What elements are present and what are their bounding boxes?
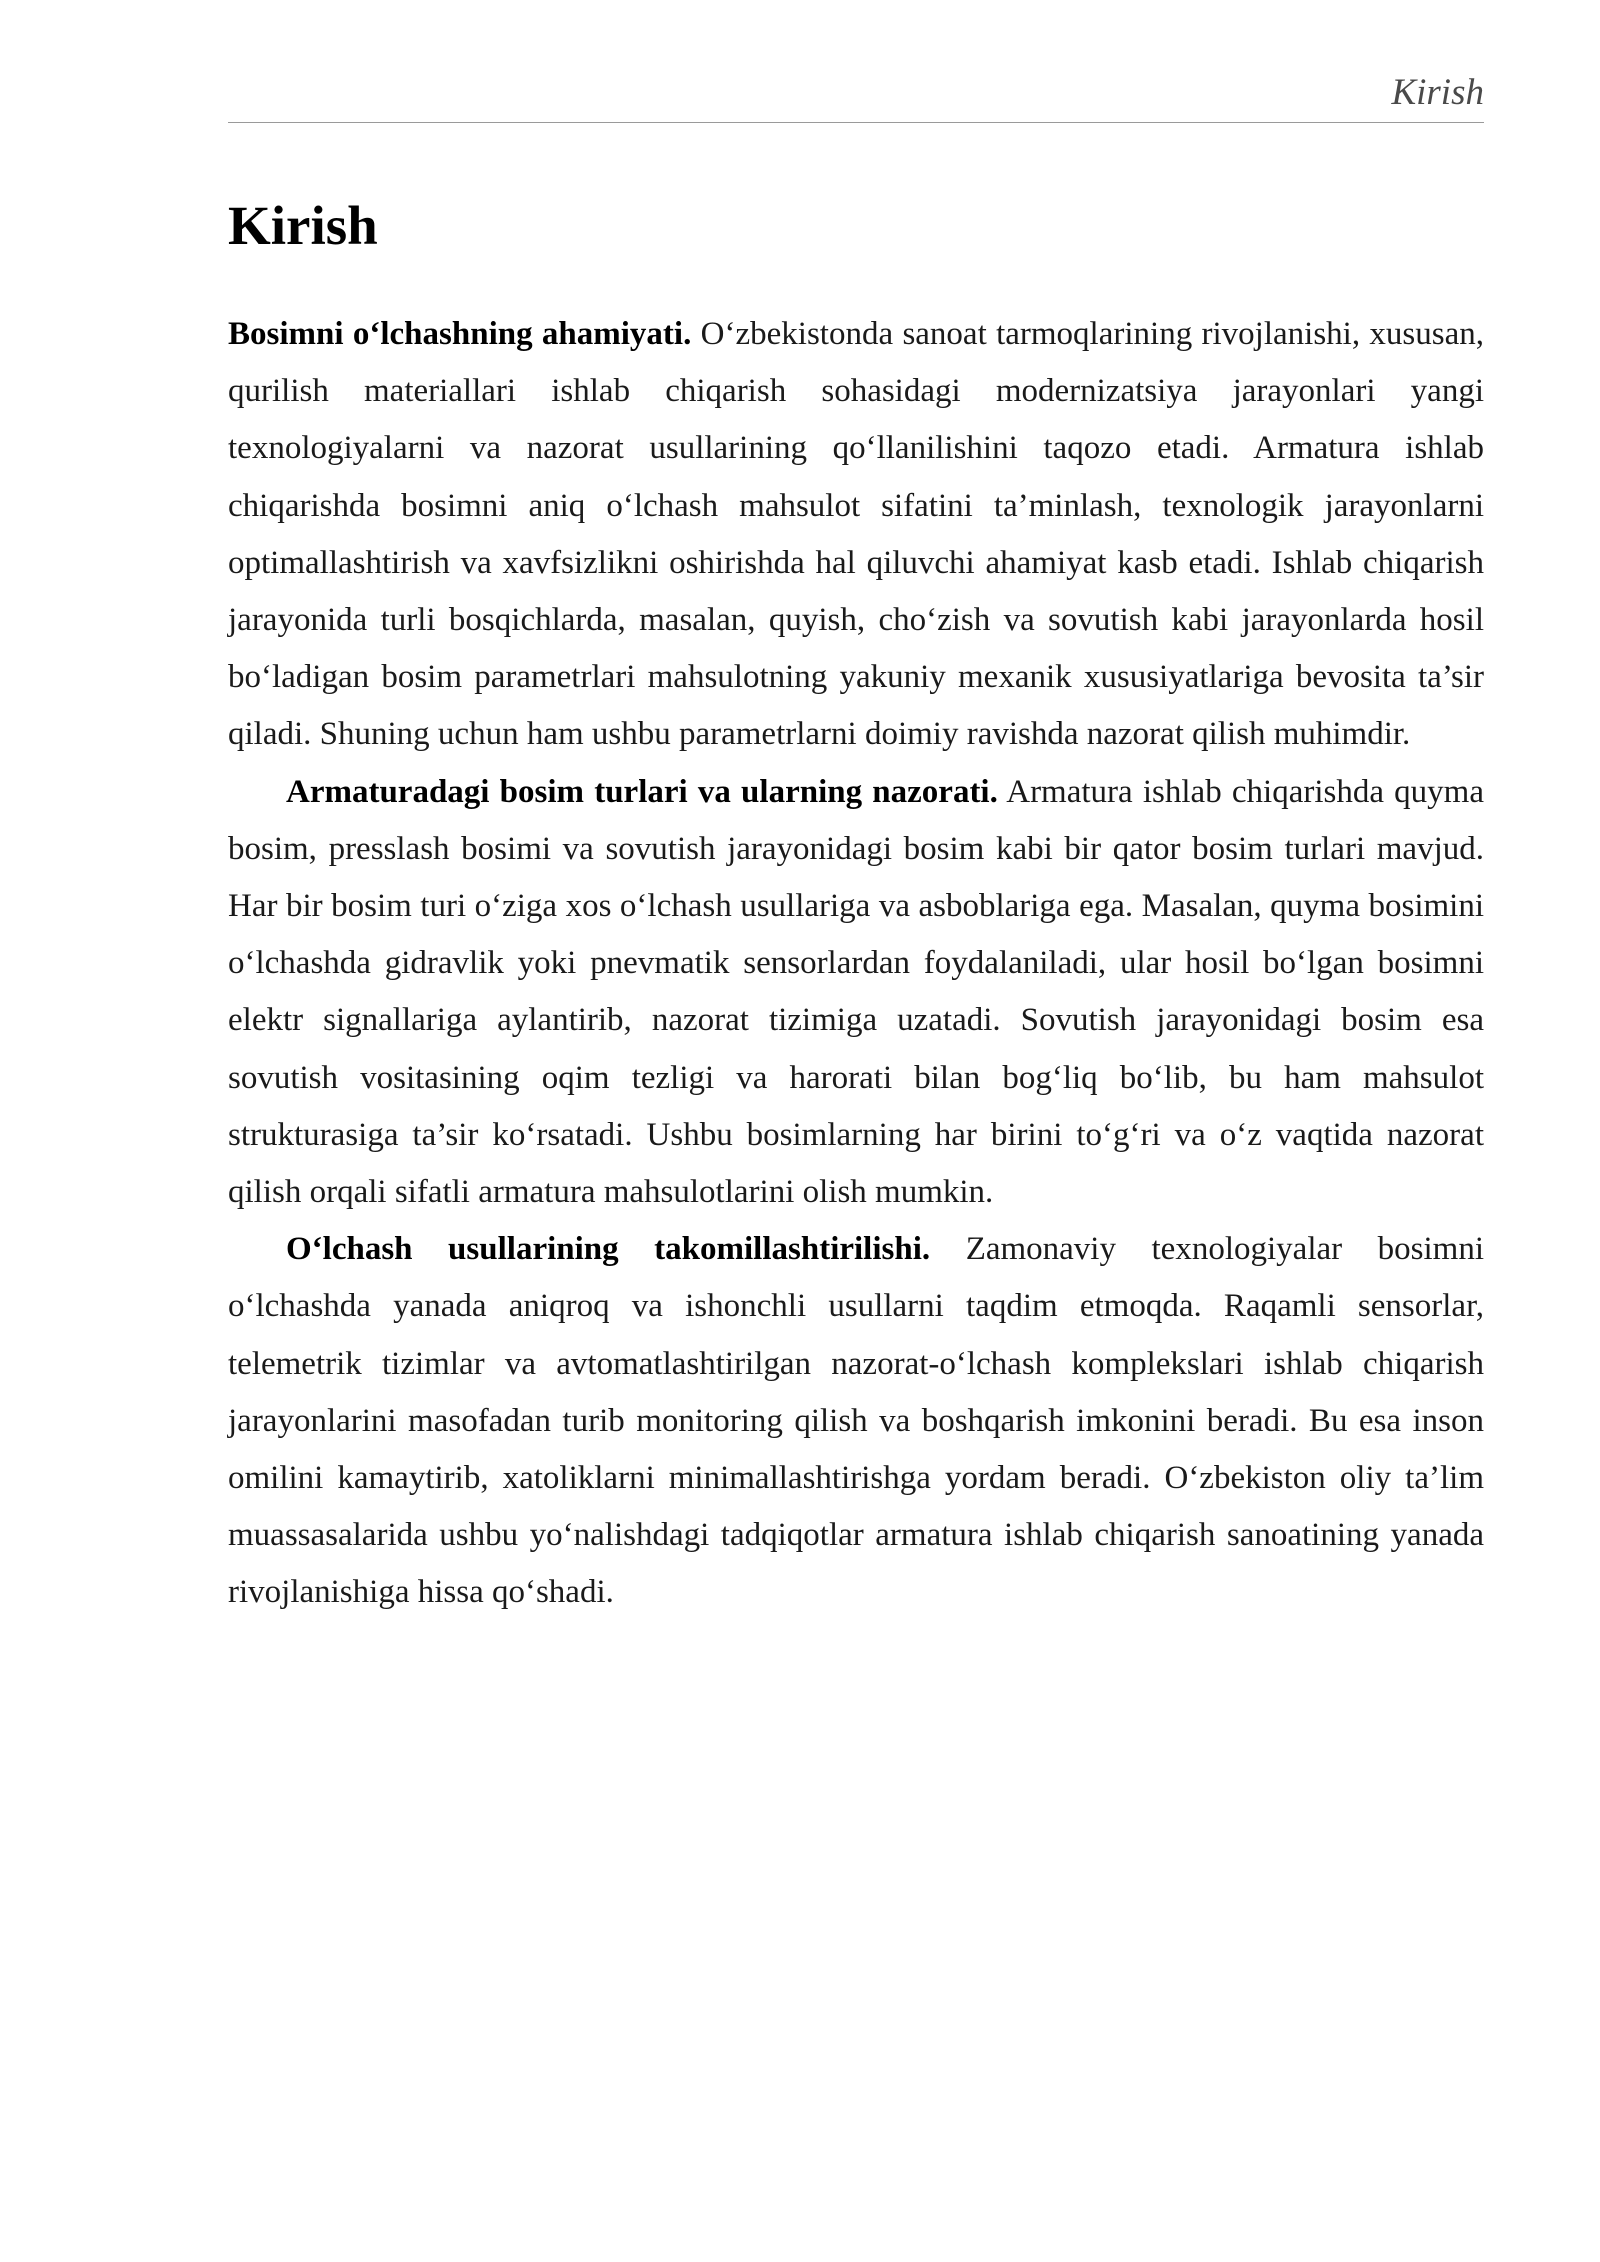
running-header-title: Kirish bbox=[1391, 72, 1484, 113]
paragraph-text: Armatura ishlab chiqarishda quyma bosim, presslash bosimi va sovutish jarayonidagi bosim kabi bir qator bosim turlari mavjud. Har bir bosim turi o‘ziga xos o‘lchash usullariga va asboblariga ega. Masalan, quyma bosimini o‘lchashda gidravlik yoki pnevmatik sensorlardan foydalaniladi, ular hosil bo‘lgan bosimni elektr signallariga aylantirib, nazorat tizimiga uzatadi. Sovutish jarayonidagi bosim esa sovutish vositasining oqim tezligi va harorati bilan bog‘liq bo‘lib, bu ham mahsulot strukturasiga ta’sir ko‘rsatadi. Ushbu bosimlarning har birini to‘g‘ri va o‘z vaqtida nazorat qilish orqali sifatli armatura mahsulotlarini olish mumkin. bbox=[228, 773, 1484, 1211]
paragraph-pressure-types bbox=[228, 764, 1484, 1222]
paragraph-lead: O‘lchash usullarining takomillashtirilishi. bbox=[286, 1231, 931, 1268]
paragraph-text: Zamonaviy texnologiyalar bosimni o‘lchashda yanada aniqroq va ishonchli usullarni taqdim etmoqda. Raqamli sensorlar, telemetrik tizimlar va avtomatlashtirilgan nazorat-o‘lchash komplekslari ishlab chiqarish jarayonlarini masofadan turib monitoring qilish va boshqarish imkonini beradi. Bu esa inson omilini kamaytirib, xatoliklarni minimallashtirishga yordam beradi. O‘zbekiston oliy ta’lim muassasalarida ushbu yo‘nalishdagi tadqiqotlar armatura ishlab chiqarish sanoatining yanada rivojlanishiga hissa qo‘shadi. bbox=[228, 1231, 1485, 1611]
paragraph-lead: Bosimni o‘lchashning ahamiyati. bbox=[228, 316, 692, 352]
running-header bbox=[228, 68, 1484, 123]
paragraph-text: O‘zbekistonda sanoat tarmoqlarining rivojlanishi, xususan, qurilish materiallari ishlab chiqarish sohasidagi modernizatsiya jarayonlari yangi texnologiyalarni va nazorat usullarining qo‘llanilishini taqozo etadi. Armatura ishlab chiqarishda bosimni aniq o‘lchash mahsulot sifatini ta’minlash, texnologik jarayonlarni optimallashtirish va xavfsizlikni oshirishda hal qiluvchi ahamiyat kasb etadi. Ishlab chiqarish jarayonida turli bosqichlarda, masalan, quyish, cho‘zish va sovutish kabi jarayonlarda hosil bo‘ladigan bosim parametrlari mahsulotning yakuniy mexanik xususiyatlariga bevosita ta’sir qiladi. Shuning uchun ham ushbu parametrlarni doimiy ravishda nazorat qilish muhimdir. bbox=[228, 316, 1484, 753]
paragraph-importance bbox=[228, 306, 1484, 764]
page-content bbox=[228, 190, 1484, 1622]
paragraph-lead: Armaturadagi bosim turlari va ularning nazorati. bbox=[286, 773, 998, 810]
paragraph-measurement-methods bbox=[228, 1221, 1484, 1621]
page-title: Kirish bbox=[228, 195, 378, 256]
